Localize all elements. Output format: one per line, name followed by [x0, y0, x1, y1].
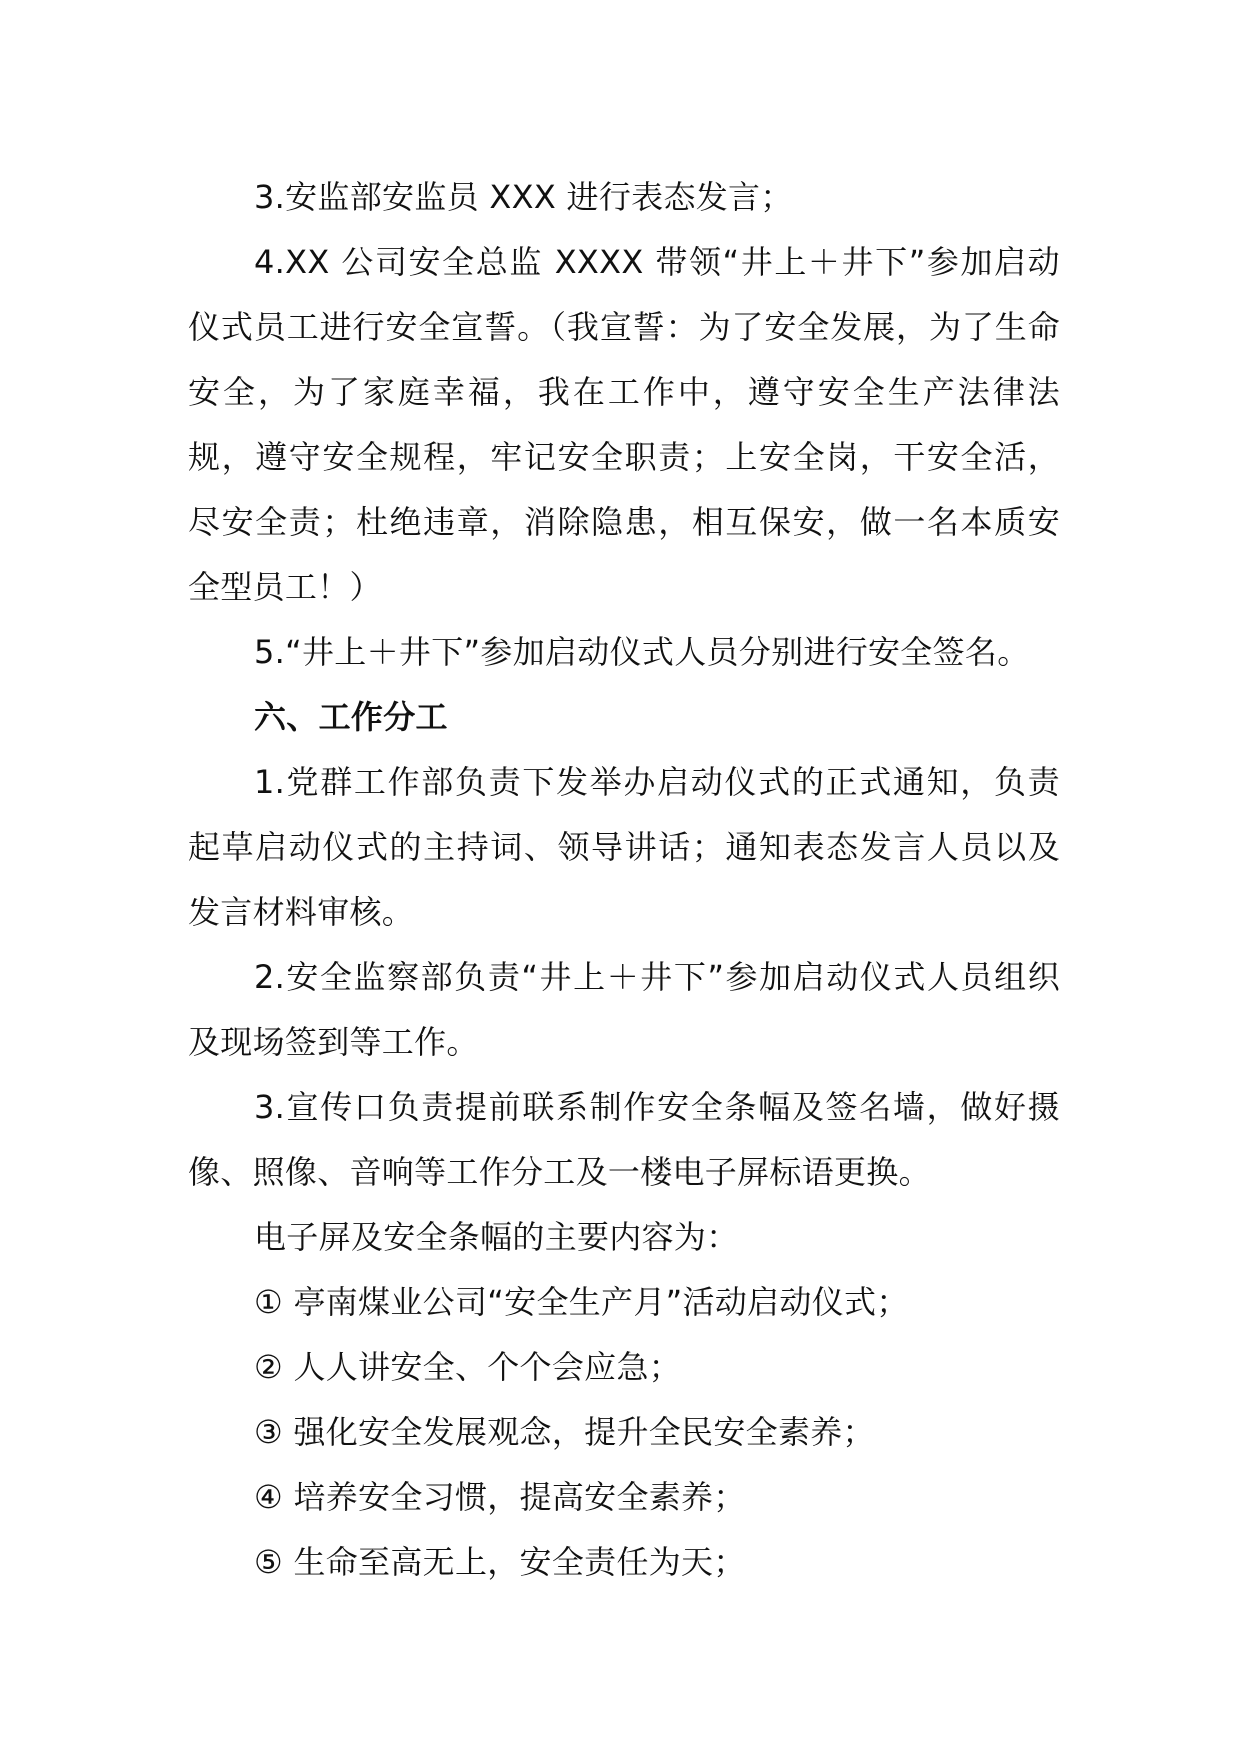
banner-item-3: ③ 强化安全发展观念，提升全民安全素养；: [254, 1413, 875, 1451]
banner-item-1: ① 亭南煤业公司“安全生产月”活动启动仪式；: [254, 1283, 909, 1321]
paragraph-item-5: 5.“井上＋井下”参加启动仪式人员分别进行安全签名。: [254, 633, 1030, 671]
paragraph-item-4-oath: 4.XX 公司安全总监 XXXX 带领“井上＋井下”参加启动仪式员工进行安全宣誓。（我宣誓：为了安全发展，为了生命安全，为了家庭幸福，我在工作中，遵守安全生产法律法规，遵守安全规程，牢记安全职责；上安全岗，干安全活，尽安全责；杜绝违章，消除隐患，相互保安，做一名本质安全型员工！）: [188, 243, 1060, 606]
paragraph-item-3: 3.安监部安监员 XXX 进行表态发言；: [254, 178, 793, 216]
document-body: [188, 165, 1060, 1595]
duty-item-1: 1.党群工作部负责下发举办启动仪式的正式通知，负责起草启动仪式的主持词、领导讲话；通知表态发言人员以及发言材料审核。: [188, 763, 1060, 931]
banner-item-5: ⑤ 生命至高无上，安全责任为天；: [254, 1543, 746, 1581]
banner-item-2: ② 人人讲安全、个个会应急；: [254, 1348, 682, 1386]
banner-item-4: ④ 培养安全习惯，提高安全素养；: [254, 1478, 746, 1516]
banner-intro: 电子屏及安全条幅的主要内容为：: [254, 1218, 739, 1256]
duty-item-3: 3.宣传口负责提前联系制作安全条幅及签名墙，做好摄像、照像、音响等工作分工及一楼电子屏标语更换。: [188, 1088, 1060, 1191]
duty-item-2: 2.安全监察部负责“井上＋井下”参加启动仪式人员组织及现场签到等工作。: [188, 958, 1060, 1061]
section-heading: 六、工作分工: [254, 698, 448, 736]
